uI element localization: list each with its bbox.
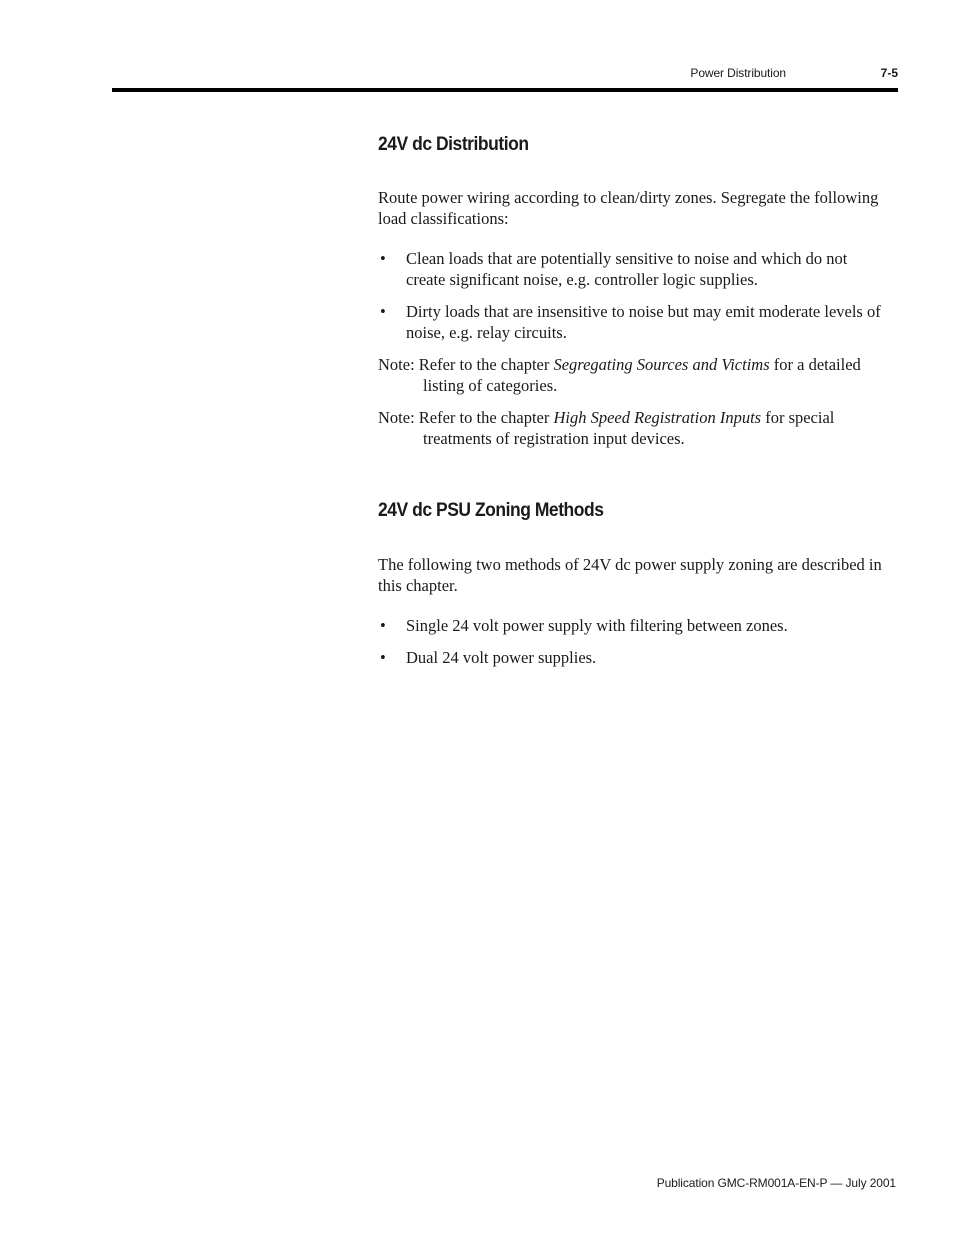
- section-heading-24v-distribution: 24V dc Distribution: [378, 134, 529, 155]
- list-item: [378, 301, 888, 343]
- bullet-icon: •: [380, 249, 386, 268]
- chapter-reference: High Speed Registration Inputs: [553, 408, 762, 427]
- note-suffix: for a detailed listing of categories.: [423, 355, 861, 395]
- chapter-reference: Segregating Sources and Victims: [553, 355, 770, 374]
- note-prefix: Note: Refer to the chapter: [378, 408, 554, 427]
- list-item-text: Dual 24 volt power supplies.: [406, 648, 597, 667]
- note-suffix: for special treatments of registration input devices.: [423, 408, 835, 448]
- list-item: [378, 248, 888, 290]
- bullet-icon: •: [380, 648, 386, 667]
- note-registration: [378, 407, 888, 449]
- header-rule: [112, 88, 898, 92]
- publication-footer: Publication GMC-RM001A-EN-P — July 2001: [656, 1176, 896, 1190]
- running-header-title: Power Distribution: [690, 66, 786, 80]
- section-heading-psu-zoning: 24V dc PSU Zoning Methods: [378, 500, 604, 521]
- bullet-icon: •: [380, 616, 386, 635]
- bullet-icon: •: [380, 302, 386, 321]
- section2-intro: The following two methods of 24V dc power supply zoning are described in this chapter.: [378, 555, 882, 595]
- page-number: 7-5: [880, 66, 898, 80]
- note-prefix: Note: Refer to the chapter: [378, 355, 554, 374]
- note-segregating: [378, 354, 888, 396]
- list-item-text: Clean loads that are potentially sensitive to noise and which do not create significant noise, e.g. controller logic supplies.: [406, 249, 848, 289]
- list-item: [378, 615, 888, 636]
- list-item-text: Single 24 volt power supply with filtering between zones.: [406, 616, 788, 635]
- section1-intro: Route power wiring according to clean/dirty zones. Segregate the following load classifications:: [378, 188, 879, 228]
- list-item: [378, 647, 888, 668]
- list-item-text: Dirty loads that are insensitive to noise but may emit moderate levels of noise, e.g. relay circuits.: [406, 302, 881, 342]
